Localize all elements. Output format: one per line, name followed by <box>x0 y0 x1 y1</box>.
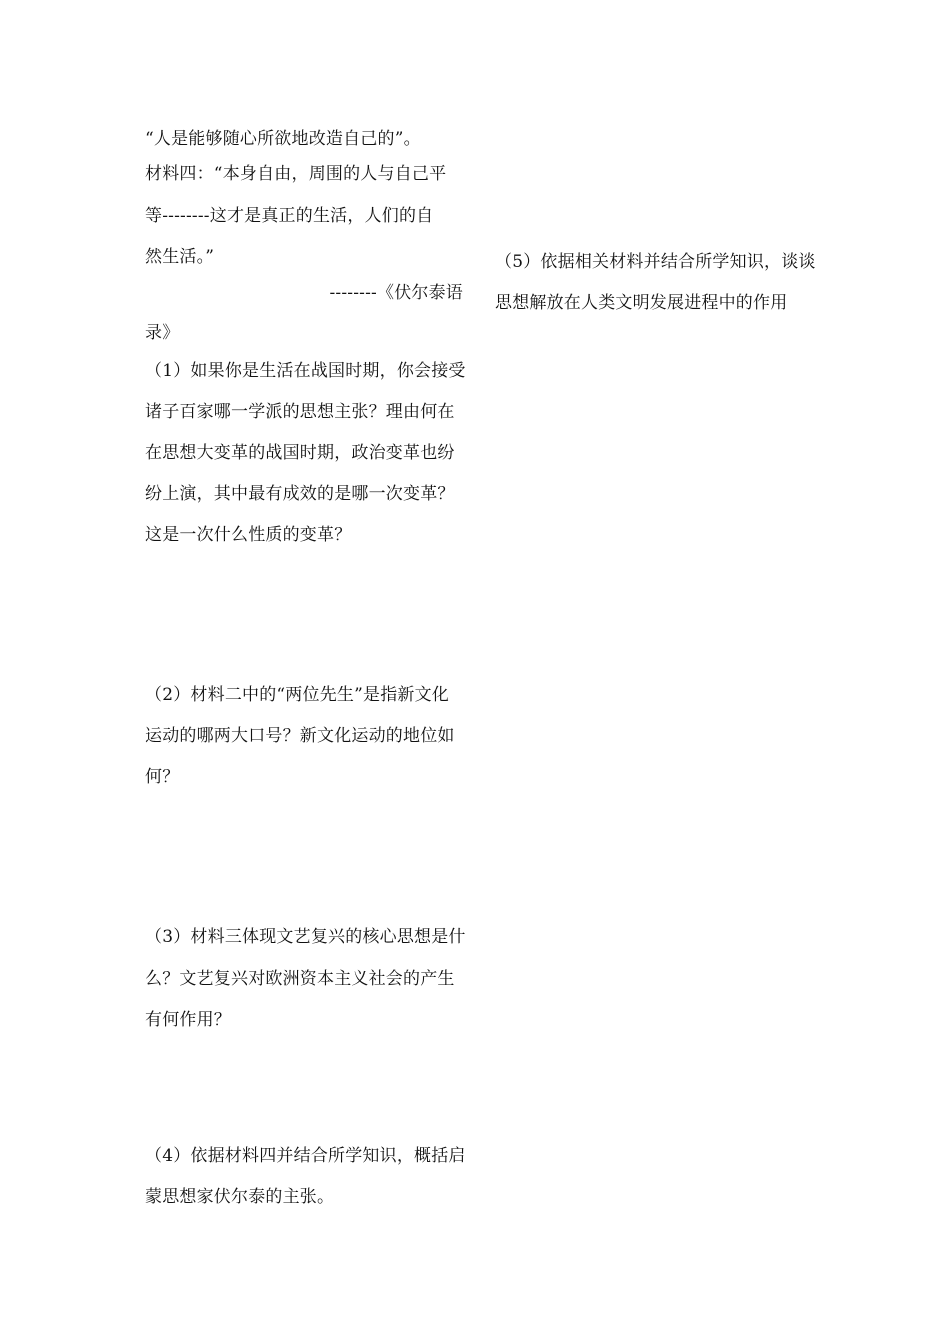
question-1-line-2: 诸子百家哪一学派的思想主张？理由何在 <box>145 402 455 422</box>
material-four-line-2: 等--------这才是真正的生活，人们的自 <box>145 206 434 226</box>
material-four-attribution-end: 录》 <box>145 323 180 343</box>
material-four-line-1: 材料四：“本身自由，周围的人与自己平 <box>145 164 447 184</box>
question-3-line-2: 么？文艺复兴对欧洲资本主义社会的产生 <box>145 969 455 989</box>
material-four-attribution: --------《伏尔泰语 <box>329 283 463 303</box>
question-1-line-4: 纷上演，其中最有成效的是哪一次变革？ <box>145 484 455 504</box>
question-2-line-3: 何？ <box>145 767 180 787</box>
question-2-line-2: 运动的哪两大口号？新文化运动的地位如 <box>145 726 455 746</box>
material-three-quote-end: “人是能够随心所欲地改造自己的”。 <box>145 129 421 149</box>
question-4-line-2: 蒙思想家伏尔泰的主张。 <box>145 1187 335 1207</box>
question-5-line-2: 思想解放在人类文明发展进程中的作用 <box>495 293 788 313</box>
question-1-line-1: （1）如果你是生活在战国时期，你会接受 <box>145 361 466 381</box>
question-4-line-1: （4）依据材料四并结合所学知识，概括启 <box>145 1146 466 1166</box>
question-5-line-1: （5）依据相关材料并结合所学知识，谈谈 <box>495 252 816 272</box>
material-four-line-3: 然生活。” <box>145 247 215 267</box>
question-3-line-1: （3）材料三体现文艺复兴的核心思想是什 <box>145 927 466 947</box>
question-1-line-3: 在思想大变革的战国时期，政治变革也纷 <box>145 443 455 463</box>
question-3-line-3: 有何作用？ <box>145 1010 231 1030</box>
question-1-line-5: 这是一次什么性质的变革？ <box>145 525 352 545</box>
question-2-line-1: （2）材料二中的“两位先生”是指新文化 <box>145 685 449 705</box>
